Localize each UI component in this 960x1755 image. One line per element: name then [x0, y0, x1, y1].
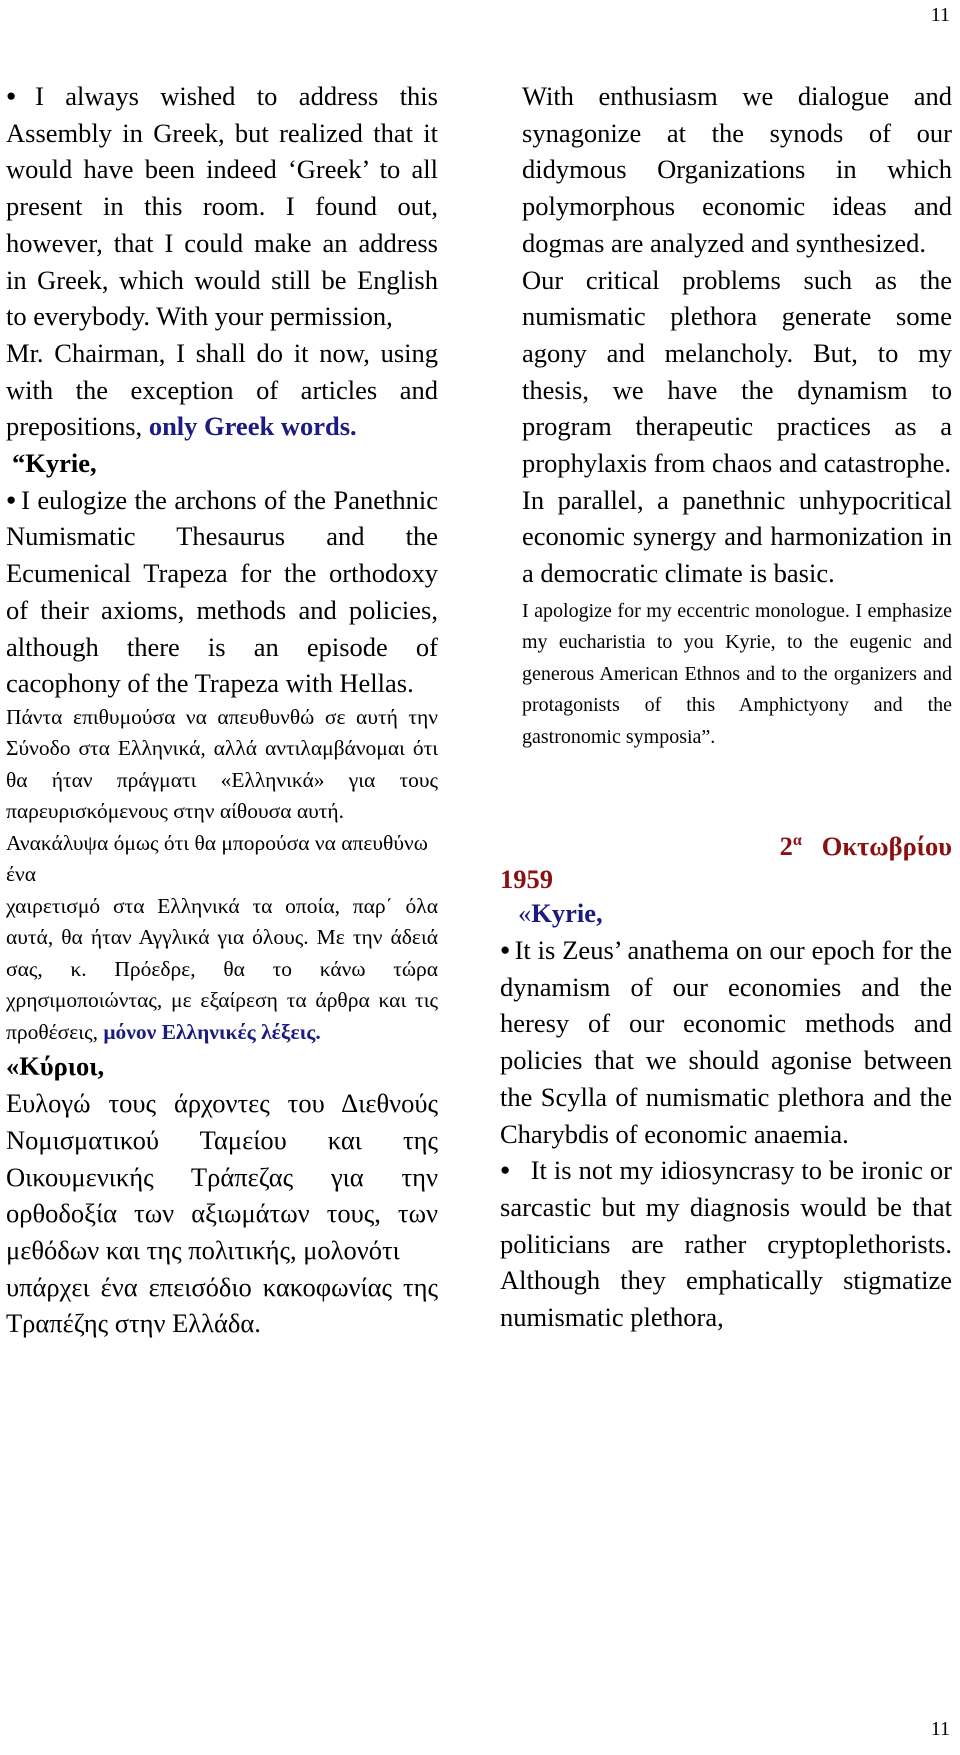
spacer	[500, 753, 952, 831]
right-salutation: «Kyrie,	[518, 898, 603, 929]
bullet-icon	[6, 81, 35, 111]
page-number-bottom: 11	[930, 1718, 950, 1740]
left-column	[6, 78, 438, 1342]
greek-emphasis-text: μόνον Ελληνικές λέξεις.	[103, 1019, 321, 1044]
salutation: “Kyrie,	[12, 448, 97, 479]
left-paragraph-1: ● I always wished to address this Assembly in Greek, but realized that it would have been indeed ‘Greek’ to all present in this room. I found out, however, that I could make an address in Greek, which would still be English to everybody. With your permission,	[6, 78, 438, 335]
emphasis-text: only Greek words.	[148, 411, 357, 442]
right-paragraph-2: Our critical problems such as the numismatic plethora generate some agony and melancholy. But, to my thesis, we have the dynamism to program therapeutic practices as a prophylaxis from chaos and catastrophe.	[522, 264, 952, 479]
date-year: 1959	[500, 864, 553, 895]
right-paragraph-1: With enthusiasm we dialogue and synagonize at the synods of our didymous Organizations in which polymorphous economic ideas and dogmas are analyzed and synthesized.	[522, 81, 952, 258]
right-paragraph-3: In parallel, a panethnic unhypocritical economic synergy and harmonization in a democratic climate is basic.	[522, 484, 952, 589]
bullet-icon	[500, 935, 515, 965]
right-paragraph-5: ● It is Zeus’ anathema on our epoch for the dynamism of our economies and the heresy of our economic methods and policies that we should agonise between the Scylla of numismatic plethora and the Charybdis of economic anaemia.	[500, 932, 952, 1152]
greek-paragraph-2: Ανακάλυψα όμως ότι θα μπορούσα να απευθύνω ένα	[6, 830, 428, 887]
bullet-icon	[6, 485, 21, 515]
greek-paragraph-1: Πάντα επιθυμούσα να απευθυνθώ σε αυτή την Σύνοδο στα Ελληνικά, αλλά αντιλαμβάνομαι ότι θα ήταν πράγματι «Ελληνικά» για τους παρευρισκόμενους στην αίθουσα αυτή.	[6, 704, 438, 824]
page-number-top: 11	[930, 4, 950, 26]
greek-paragraph-4: Ευλογώ τους άρχοντες του Διεθνούς Νομισματικού Ταμείου και της Οικουμενικής Τράπεζας για την ορθοδοξία των αξιωμάτων τους, των μεθόδων και της πολιτικής, μολονότι	[6, 1088, 438, 1265]
right-paragraph-4: I apologize for my eccentric monologue. I emphasize my eucharistia to you Kyrie, to the eugenic and generous American Ethnos and to the organizers and protagonists of this Amphictyony and the gastronomic symposia”.	[522, 599, 952, 748]
date-line: $2^\alpha$ Οκτωβρίου	[779, 831, 952, 862]
greek-paragraph-5: υπάρχει ένα επεισόδιο κακοφωνίας της Τραπέζης στην Ελλάδα.	[6, 1271, 438, 1339]
greek-salutation: «Κύριοι,	[6, 1051, 105, 1082]
right-column	[500, 78, 952, 1336]
left-paragraph-3: ● I eulogize the archons of the Panethnic Numismatic Thesaurus and the Ecumenical Trapeza for the orthodoxy of their axioms, methods and policies, although there is an episode of cacophony of the Trapeza with Hellas.	[6, 482, 438, 702]
left-paragraph-2: Mr. Chairman, I shall do it now, using with the exception of articles and prepositions, only Greek words.	[6, 337, 438, 442]
bullet-icon	[500, 1155, 515, 1185]
greek-paragraph-3: χαιρετισμό στα Ελληνικά τα οποία, παρ΄ όλα αυτά, θα ήταν Αγγλικά για όλους. Με την άδειά σας, κ. Πρόεδρε, θα το κάνω τώρα χρησιμοποιώντας, με εξαίρεση τα άρθρα και τις προθέσεις, μόνον Ελληνικές λέξεις.	[6, 893, 438, 1044]
right-paragraph-6: ● It is not my idiosyncrasy to be ironic or sarcastic but my diagnosis would be that politicians are rather cryptoplethorists. Although they emphatically stigmatize numismatic plethora,	[500, 1152, 952, 1336]
